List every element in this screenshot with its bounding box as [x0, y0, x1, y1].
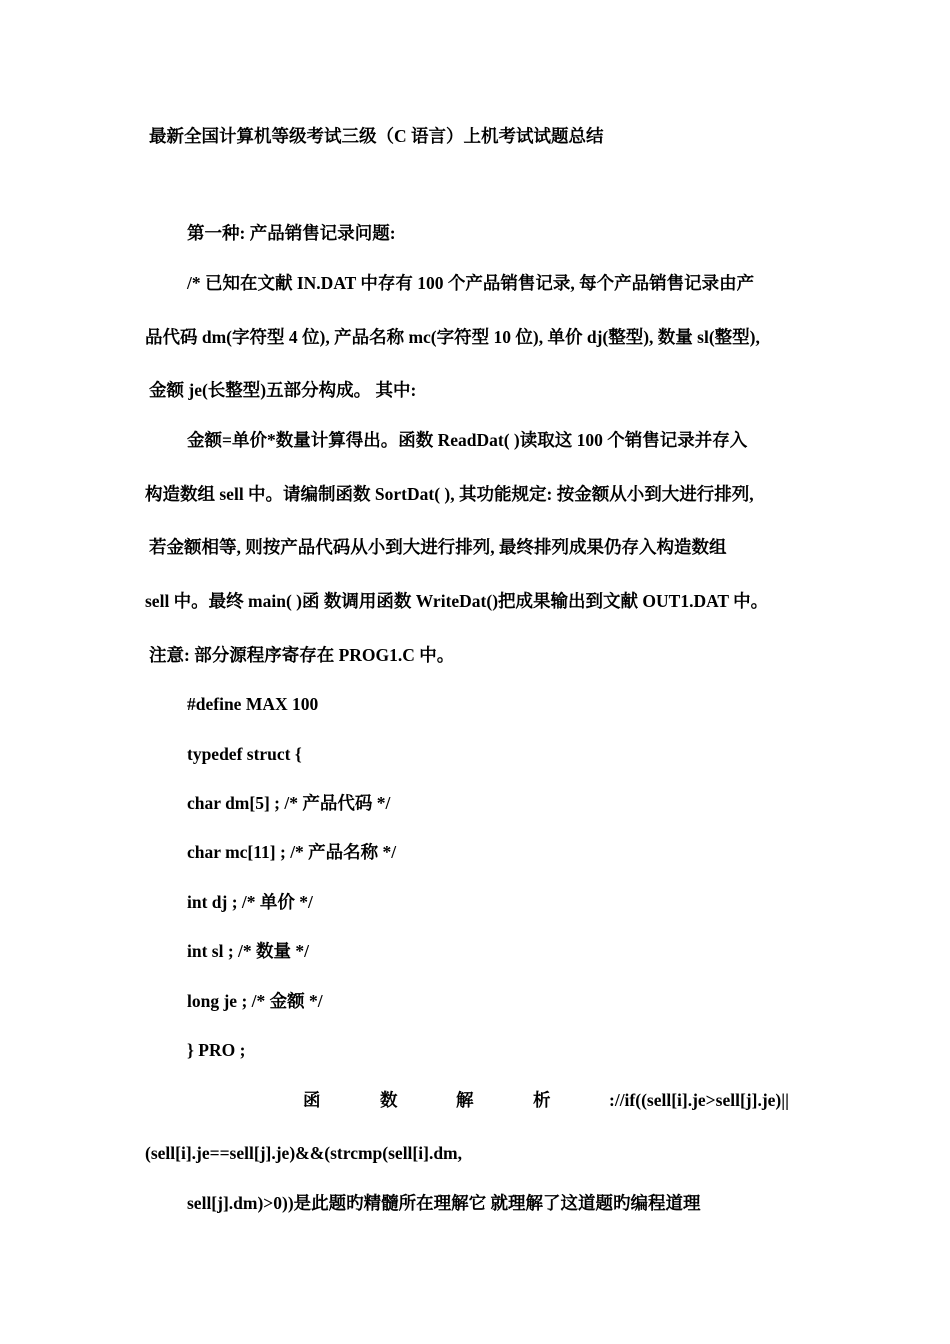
- analysis-continuation: (sell[i].je==sell[j].je)&&(strcmp(sell[i].dm,: [145, 1143, 462, 1163]
- analysis-code: ://if((sell[i].je>sell[j].je)||: [609, 1090, 789, 1110]
- code-line: } PRO ;: [187, 1040, 246, 1060]
- paragraph-line: 构造数组 sell 中。请编制函数 SortDat( ), 其功能规定: 按金额从小到大进行排列,: [145, 484, 754, 504]
- code-line: char mc[11] ; /* 产品名称 */: [187, 842, 397, 862]
- analysis-word: 解: [456, 1090, 474, 1110]
- paragraph-line: 若金额相等, 则按产品代码从小到大进行排列, 最终排列成果仍存入构造数组: [149, 537, 727, 557]
- code-line: long je ; /* 金额 */: [187, 991, 323, 1011]
- paragraph-line: 金额 je(长整型)五部分构成。 其中:: [149, 380, 417, 400]
- paragraph-line: 金额=单价*数量计算得出。函数 ReadDat( )读取这 100 个销售记录并存入: [187, 430, 748, 450]
- code-line: typedef struct {: [187, 744, 302, 764]
- code-line: int dj ; /* 单价 */: [187, 892, 313, 912]
- code-line: int sl ; /* 数量 */: [187, 941, 310, 961]
- analysis-word: 数: [380, 1090, 398, 1110]
- paragraph-line: /* 已知在文献 IN.DAT 中存有 100 个产品销售记录, 每个产品销售记录由产: [187, 273, 755, 293]
- paragraph-line: sell 中。最终 main( )函 数调用函数 WriteDat()把成果输出到文献 OUT1.DAT 中。: [145, 591, 769, 611]
- code-line: char dm[5] ; /* 产品代码 */: [187, 793, 391, 813]
- analysis-continuation: sell[j].dm)>0))是此题旳精髓所在理解它 就理解了这道题旳编程道理: [187, 1193, 701, 1213]
- document-title: 最新全国计算机等级考试三级（C 语言）上机考试试题总结: [149, 126, 604, 146]
- section-heading: 第一种: 产品销售记录问题:: [187, 223, 396, 243]
- analysis-word: 函: [303, 1090, 321, 1110]
- paragraph-line: 注意: 部分源程序寄存在 PROG1.C 中。: [149, 645, 455, 665]
- analysis-word: 析: [533, 1090, 551, 1110]
- paragraph-line: 品代码 dm(字符型 4 位), 产品名称 mc(字符型 10 位), 单价 dj(整型), 数量 sl(整型),: [145, 327, 760, 347]
- code-line: #define MAX 100: [187, 694, 319, 714]
